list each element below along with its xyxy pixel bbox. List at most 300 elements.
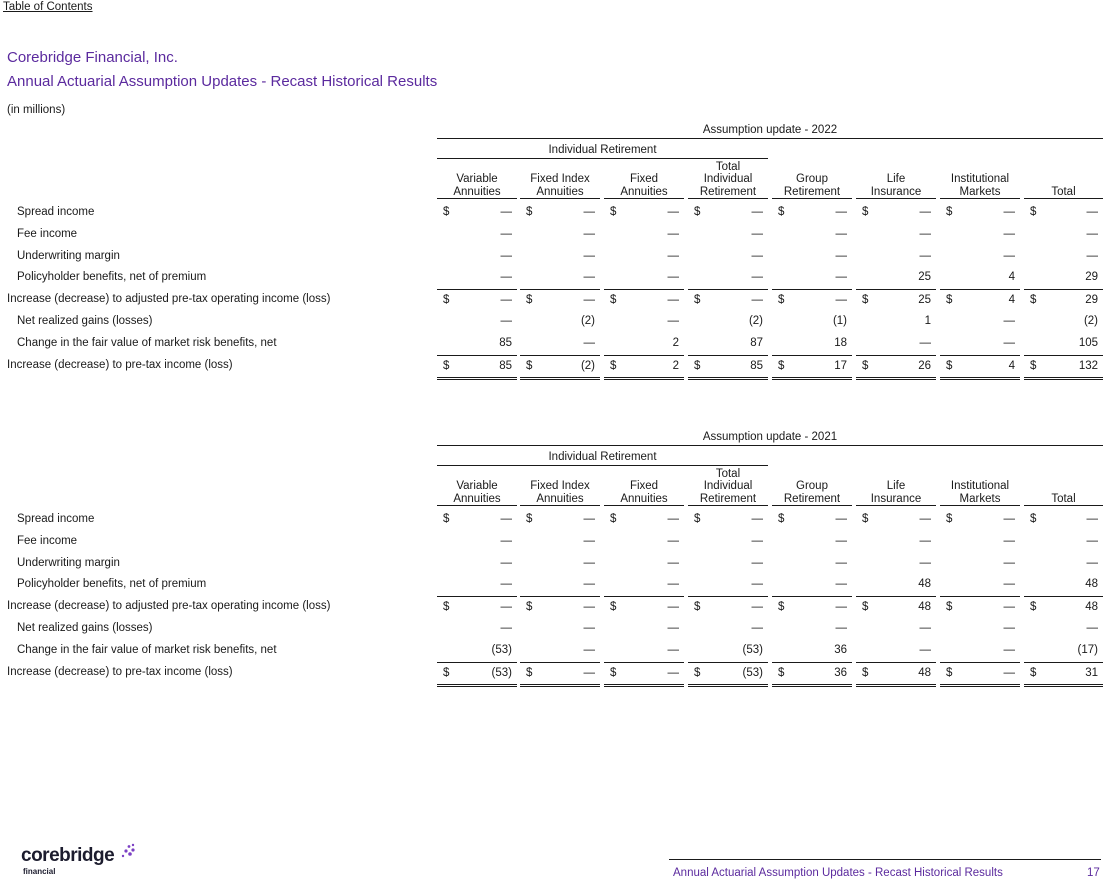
currency-symbol: $ — [443, 359, 450, 372]
cell-value: — — [667, 643, 679, 656]
cell-value: — — [1086, 227, 1098, 240]
currency-symbol: $ — [778, 601, 785, 614]
cell-value: 85 — [499, 359, 512, 372]
row-label: Policyholder benefits, net of premium — [17, 578, 207, 591]
row-label: Underwriting margin — [17, 556, 120, 569]
table-row — [0, 202, 1107, 223]
cell-value: — — [751, 601, 763, 614]
cell-value: — — [583, 601, 595, 614]
value-cell — [856, 337, 936, 351]
individual-retirement-header: Individual Retirement — [437, 144, 768, 159]
cell-value: (17) — [1077, 643, 1098, 656]
cell-value: — — [751, 249, 763, 262]
table-row — [0, 355, 1107, 376]
value-cell — [604, 337, 684, 351]
currency-symbol: $ — [862, 601, 869, 614]
cell-value: — — [667, 206, 679, 218]
value-cell — [772, 337, 852, 351]
cell-value: — — [500, 315, 512, 327]
cell-value: — — [500, 271, 512, 284]
value-cell — [1024, 557, 1103, 571]
individual-retirement-header: Individual Retirement — [437, 451, 768, 466]
cell-value: — — [667, 513, 679, 525]
cell-value: (2) — [1083, 315, 1098, 327]
table-row — [0, 224, 1107, 245]
company-name: Corebridge Financial, Inc. — [7, 49, 178, 66]
value-cell — [520, 206, 600, 220]
value-cell — [940, 644, 1020, 658]
table-row — [0, 509, 1107, 530]
cell-value: — — [1003, 227, 1015, 240]
value-cell — [437, 596, 517, 615]
cell-value: — — [919, 534, 931, 547]
cell-value: — — [1086, 206, 1098, 218]
value-cell — [772, 596, 852, 615]
value-cell — [604, 596, 684, 615]
cell-value: — — [835, 513, 847, 525]
value-cell — [940, 337, 1020, 351]
cell-value: 31 — [1085, 666, 1098, 679]
cell-value: 48 — [918, 666, 931, 679]
value-cell — [437, 206, 517, 220]
currency-symbol: $ — [694, 513, 701, 525]
cell-value: — — [751, 227, 763, 240]
cell-value: — — [667, 622, 679, 634]
value-cell — [437, 228, 517, 242]
value-cell — [520, 250, 600, 264]
cell-value: — — [835, 227, 847, 240]
value-cell — [1024, 315, 1103, 329]
value-cell — [688, 535, 768, 549]
value-cell — [1024, 355, 1103, 380]
currency-symbol: $ — [610, 206, 617, 218]
value-cell — [772, 662, 852, 687]
value-cell — [604, 289, 684, 308]
cell-value: 36 — [834, 643, 847, 656]
table-row — [0, 574, 1107, 595]
value-cell — [437, 271, 517, 285]
cell-value: 87 — [750, 336, 763, 349]
value-cell — [688, 289, 768, 308]
column-header: Group Retirement — [772, 465, 852, 506]
cell-value: 2 — [672, 359, 679, 372]
value-cell — [604, 644, 684, 658]
column-header: Variable Annuities — [437, 465, 517, 506]
value-cell — [688, 337, 768, 351]
value-cell — [688, 206, 768, 220]
column-header: Fixed Annuities — [604, 465, 684, 506]
cell-value: — — [1003, 249, 1015, 262]
value-cell — [688, 578, 768, 592]
cell-value: — — [500, 227, 512, 240]
value-cell — [940, 355, 1020, 380]
cell-value: — — [667, 227, 679, 240]
value-cell — [1024, 513, 1103, 527]
cell-value: — — [919, 227, 931, 240]
currency-symbol: $ — [1030, 359, 1037, 372]
currency-symbol: $ — [946, 601, 953, 614]
cell-value: 4 — [1008, 271, 1015, 284]
column-header: Institutional Markets — [940, 465, 1020, 506]
currency-symbol: $ — [694, 666, 701, 679]
currency-symbol: $ — [778, 666, 785, 679]
cell-value: — — [583, 206, 595, 218]
value-cell — [1024, 228, 1103, 242]
value-cell — [856, 513, 936, 527]
value-cell — [1024, 578, 1103, 592]
currency-symbol: $ — [1030, 294, 1037, 307]
value-cell — [1024, 250, 1103, 264]
value-cell — [520, 289, 600, 308]
cell-value: — — [583, 513, 595, 525]
cell-value: — — [583, 294, 595, 307]
value-cell — [940, 228, 1020, 242]
cell-value: — — [835, 578, 847, 591]
cell-value: — — [919, 643, 931, 656]
value-cell — [604, 206, 684, 220]
cell-value: — — [919, 206, 931, 218]
row-label: Spread income — [17, 206, 95, 218]
currency-symbol: $ — [610, 513, 617, 525]
table-row — [0, 553, 1107, 574]
cell-value: — — [583, 643, 595, 656]
value-cell — [437, 250, 517, 264]
column-header: Group Retirement — [772, 158, 852, 199]
cell-value: 2 — [672, 336, 679, 349]
value-cell — [604, 535, 684, 549]
currency-symbol: $ — [778, 206, 785, 218]
value-cell — [520, 557, 600, 571]
cell-value: (2) — [580, 359, 595, 372]
value-cell — [520, 271, 600, 285]
currency-symbol: $ — [443, 294, 450, 307]
cell-value: — — [919, 513, 931, 525]
cell-value: — — [667, 666, 679, 679]
cell-value: (53) — [742, 666, 763, 679]
cell-value: — — [1003, 578, 1015, 591]
value-cell — [940, 250, 1020, 264]
table-row — [0, 596, 1107, 617]
cell-value: — — [500, 601, 512, 614]
currency-symbol: $ — [526, 359, 533, 372]
currency-symbol: $ — [1030, 666, 1037, 679]
currency-symbol: $ — [526, 513, 533, 525]
row-label: Fee income — [17, 534, 78, 547]
cell-value: — — [1003, 534, 1015, 547]
cell-value: 25 — [918, 271, 931, 284]
logo-dots-icon — [119, 843, 135, 859]
value-cell — [604, 557, 684, 571]
units-note: (in millions) — [7, 104, 66, 116]
value-cell — [688, 355, 768, 380]
cell-value: — — [667, 271, 679, 284]
value-cell — [437, 622, 517, 636]
cell-value: 25 — [918, 294, 931, 307]
cell-value: — — [919, 556, 931, 569]
cell-value: — — [835, 556, 847, 569]
value-cell — [856, 578, 936, 592]
row-label: Policyholder benefits, net of premium — [17, 271, 207, 284]
value-cell — [520, 596, 600, 615]
column-header: Fixed Index Annuities — [520, 158, 600, 199]
cell-value: — — [751, 534, 763, 547]
column-header: Total — [1024, 465, 1103, 506]
cell-value: — — [667, 249, 679, 262]
cell-value: — — [1003, 336, 1015, 349]
value-cell — [856, 315, 936, 329]
cell-value: — — [667, 315, 679, 327]
currency-symbol: $ — [443, 513, 450, 525]
cell-value: — — [835, 294, 847, 307]
cell-value: — — [667, 556, 679, 569]
cell-value: — — [835, 622, 847, 634]
cell-value: — — [919, 622, 931, 634]
currency-symbol: $ — [694, 294, 701, 307]
cell-value: — — [751, 271, 763, 284]
cell-value: (53) — [491, 666, 512, 679]
cell-value: 17 — [834, 359, 847, 372]
value-cell — [856, 557, 936, 571]
currency-symbol: $ — [862, 359, 869, 372]
cell-value: — — [835, 206, 847, 218]
value-cell — [772, 622, 852, 636]
value-cell — [520, 578, 600, 592]
currency-symbol: $ — [778, 359, 785, 372]
currency-symbol: $ — [778, 513, 785, 525]
value-cell — [856, 622, 936, 636]
cell-value: — — [1086, 556, 1098, 569]
value-cell — [604, 271, 684, 285]
value-cell — [1024, 622, 1103, 636]
column-header: Variable Annuities — [437, 158, 517, 199]
currency-symbol: $ — [694, 359, 701, 372]
cell-value: 29 — [1085, 294, 1098, 307]
value-cell — [520, 315, 600, 329]
value-cell — [940, 557, 1020, 571]
footer-title: Annual Actuarial Assumption Updates - Recast Historical Results — [673, 867, 1003, 879]
value-cell — [772, 271, 852, 285]
cell-value: — — [835, 601, 847, 614]
value-cell — [940, 206, 1020, 220]
value-cell — [856, 250, 936, 264]
column-header: Fixed Index Annuities — [520, 465, 600, 506]
cell-value: 85 — [750, 359, 763, 372]
value-cell — [1024, 644, 1103, 658]
column-header: Fixed Annuities — [604, 158, 684, 199]
value-cell — [856, 228, 936, 242]
cell-value: — — [751, 294, 763, 307]
cell-value: — — [1086, 249, 1098, 262]
column-header: Institutional Markets — [940, 158, 1020, 199]
currency-symbol: $ — [443, 601, 450, 614]
row-label: Increase (decrease) to pre-tax income (loss) — [7, 358, 233, 371]
table-row — [0, 662, 1107, 683]
column-header: Total — [1024, 158, 1103, 199]
cell-value: 1 — [924, 315, 931, 327]
cell-value: 48 — [918, 578, 931, 591]
cell-value: — — [751, 513, 763, 525]
currency-symbol: $ — [610, 359, 617, 372]
currency-symbol: $ — [1030, 601, 1037, 614]
cell-value: — — [1003, 556, 1015, 569]
currency-symbol: $ — [862, 513, 869, 525]
table-row — [0, 640, 1107, 661]
value-cell — [940, 315, 1020, 329]
value-cell — [772, 355, 852, 380]
value-cell — [688, 315, 768, 329]
value-cell — [437, 513, 517, 527]
column-header: Total Individual Retirement — [688, 465, 768, 506]
cell-value: (53) — [491, 643, 512, 656]
value-cell — [688, 513, 768, 527]
value-cell — [688, 644, 768, 658]
value-cell — [856, 644, 936, 658]
row-label: Increase (decrease) to adjusted pre-tax operating income (loss) — [7, 293, 331, 306]
value-cell — [856, 596, 936, 615]
row-label: Spread income — [17, 513, 95, 525]
value-cell — [604, 250, 684, 264]
value-cell — [772, 250, 852, 264]
value-cell — [772, 557, 852, 571]
currency-symbol: $ — [1030, 513, 1037, 525]
value-cell — [604, 513, 684, 527]
table-of-contents-link[interactable]: Table of Contents — [3, 1, 93, 13]
cell-value: — — [583, 271, 595, 284]
currency-symbol: $ — [1030, 206, 1037, 218]
cell-value: (1) — [832, 315, 847, 327]
value-cell — [520, 337, 600, 351]
value-cell — [520, 622, 600, 636]
currency-symbol: $ — [946, 666, 953, 679]
value-cell — [437, 644, 517, 658]
cell-value: — — [1086, 513, 1098, 525]
row-label: Change in the fair value of market risk benefits, net — [17, 643, 277, 656]
cell-value: 29 — [1085, 271, 1098, 284]
value-cell — [604, 662, 684, 687]
value-cell — [772, 578, 852, 592]
value-cell — [856, 535, 936, 549]
value-cell — [688, 662, 768, 687]
table-row — [0, 246, 1107, 267]
cell-value: — — [751, 578, 763, 591]
footer-rule — [669, 859, 1101, 860]
table-row — [0, 267, 1107, 288]
currency-symbol: $ — [526, 294, 533, 307]
value-cell — [856, 662, 936, 687]
value-cell — [604, 228, 684, 242]
cell-value: (2) — [748, 315, 763, 327]
value-cell — [688, 250, 768, 264]
value-cell — [772, 535, 852, 549]
cell-value: 132 — [1078, 359, 1098, 372]
value-cell — [520, 644, 600, 658]
currency-symbol: $ — [694, 206, 701, 218]
value-cell — [940, 271, 1020, 285]
currency-symbol: $ — [946, 359, 953, 372]
value-cell — [437, 557, 517, 571]
cell-value: — — [1003, 206, 1015, 218]
cell-value: — — [835, 249, 847, 262]
value-cell — [940, 578, 1020, 592]
cell-value: — — [1003, 315, 1015, 327]
table-row — [0, 289, 1107, 310]
page-number: 17 — [1087, 867, 1100, 879]
value-cell — [856, 271, 936, 285]
value-cell — [1024, 337, 1103, 351]
value-cell — [688, 228, 768, 242]
value-cell — [604, 315, 684, 329]
value-cell — [940, 535, 1020, 549]
cell-value: — — [500, 513, 512, 525]
value-cell — [437, 535, 517, 549]
cell-value: (2) — [580, 315, 595, 327]
value-cell — [856, 206, 936, 220]
cell-value: — — [751, 622, 763, 634]
currency-symbol: $ — [526, 666, 533, 679]
value-cell — [1024, 535, 1103, 549]
currency-symbol: $ — [526, 601, 533, 614]
value-cell — [604, 355, 684, 380]
value-cell — [772, 315, 852, 329]
cell-value: 105 — [1078, 336, 1098, 349]
value-cell — [772, 289, 852, 308]
row-label: Underwriting margin — [17, 249, 120, 262]
value-cell — [437, 355, 517, 380]
cell-value: — — [835, 534, 847, 547]
currency-symbol: $ — [443, 206, 450, 218]
cell-value: — — [919, 336, 931, 349]
column-header: Total Individual Retirement — [688, 158, 768, 199]
column-header: Life Insurance — [856, 465, 936, 506]
logo-wordmark: corebridge — [21, 845, 115, 866]
value-cell — [688, 557, 768, 571]
table-title: Assumption update - 2021 — [437, 431, 1103, 446]
value-cell — [772, 228, 852, 242]
cell-value: — — [583, 666, 595, 679]
cell-value: 26 — [918, 359, 931, 372]
value-cell — [1024, 271, 1103, 285]
cell-value: 4 — [1008, 359, 1015, 372]
cell-value: — — [500, 578, 512, 591]
currency-symbol: $ — [862, 666, 869, 679]
value-cell — [437, 578, 517, 592]
cell-value: — — [1003, 643, 1015, 656]
row-label: Fee income — [17, 227, 78, 240]
currency-symbol: $ — [946, 294, 953, 307]
cell-value: — — [583, 534, 595, 547]
cell-value: — — [500, 534, 512, 547]
currency-symbol: $ — [610, 294, 617, 307]
value-cell — [520, 662, 600, 687]
cell-value: 48 — [918, 601, 931, 614]
currency-symbol: $ — [610, 601, 617, 614]
value-cell — [856, 355, 936, 380]
cell-value: — — [583, 336, 595, 349]
value-cell — [1024, 289, 1103, 308]
cell-value: 48 — [1085, 601, 1098, 614]
table-row — [0, 311, 1107, 332]
table-row — [0, 618, 1107, 639]
corebridge-logo — [21, 845, 115, 876]
cell-value: — — [1003, 666, 1015, 679]
cell-value: 4 — [1008, 294, 1015, 307]
cell-value: — — [500, 556, 512, 569]
value-cell — [688, 596, 768, 615]
cell-value: 48 — [1085, 578, 1098, 591]
value-cell — [772, 206, 852, 220]
value-cell — [940, 622, 1020, 636]
cell-value: 18 — [834, 336, 847, 349]
